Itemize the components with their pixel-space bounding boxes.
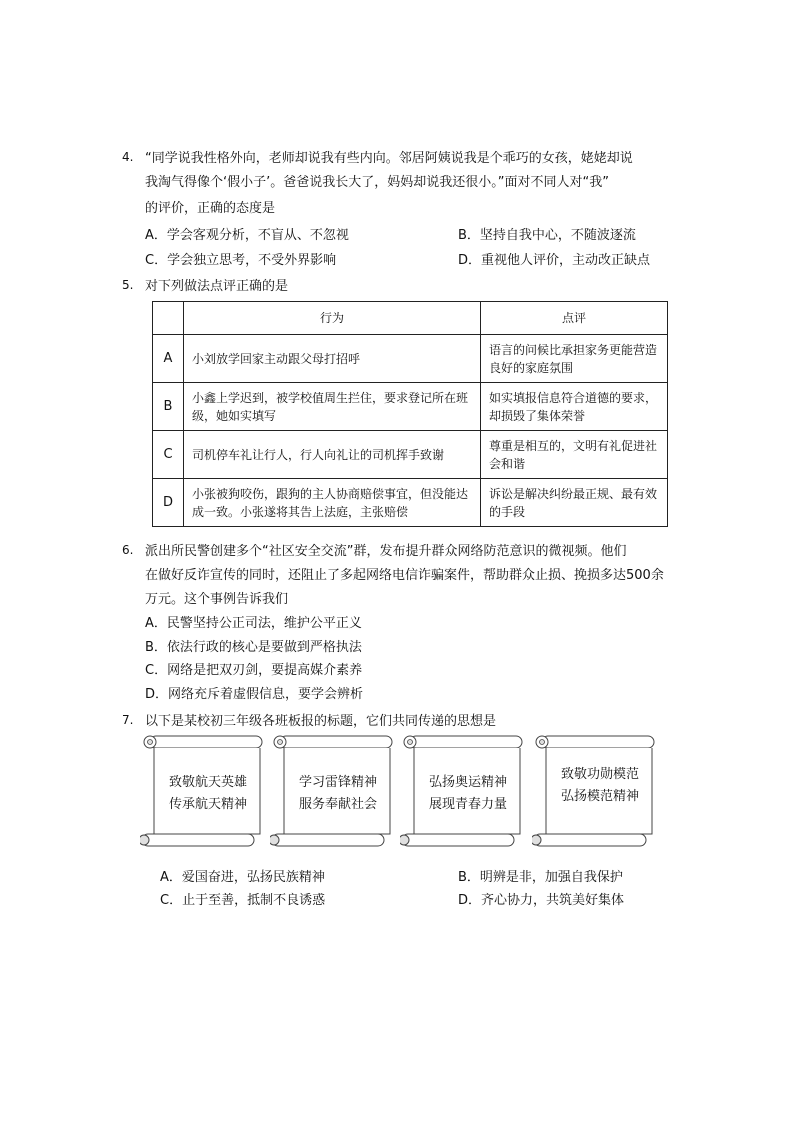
- question-stem-line-1: 派出所民警创建多个“社区安全交流”群，发布提升群众网络防范意识的微视频。他们: [145, 544, 627, 559]
- scroll-banner-3: [400, 734, 526, 848]
- question-number: 4.: [122, 150, 134, 164]
- row-action: 小刘放学回家主动跟父母打招呼: [184, 335, 481, 383]
- scroll-line-1: 弘扬奥运精神: [428, 775, 507, 790]
- scroll-line-1: 致敬功勋模范: [560, 767, 639, 782]
- table-header-action: 行为: [184, 302, 481, 335]
- table-row: [153, 431, 668, 479]
- row-label: D: [153, 479, 184, 527]
- row-label: B: [153, 383, 184, 431]
- option-c[interactable]: C．止于至善，抵制不良诱惑: [160, 893, 326, 908]
- row-comment: 尊重是相互的，文明有礼促进社会和谐: [481, 431, 668, 479]
- row-label: C: [153, 431, 184, 479]
- evaluation-table: [152, 301, 668, 527]
- option-b[interactable]: B．依法行政的核心是要做到严格执法: [145, 640, 362, 655]
- option-c[interactable]: C．网络是把双刃剑，要提高媒介素养: [145, 663, 363, 678]
- row-comment: 诉讼是解决纠纷最正规、最有效的手段: [481, 479, 668, 527]
- table-header-comment: 点评: [481, 302, 668, 335]
- option-b[interactable]: B．坚持自我中心，不随波逐流: [458, 228, 636, 243]
- table-row: [153, 335, 668, 383]
- question-stem-line-2: 我淘气得像个‘假小子’。爸爸说我长大了，妈妈却说我还很小。”面对不同人对“我”: [145, 175, 609, 190]
- option-a[interactable]: A．民警坚持公正司法，维护公平正义: [145, 616, 362, 631]
- scroll-line-1: 致敬航天英雄: [168, 775, 247, 790]
- table-header-blank: [153, 302, 184, 335]
- question-number: 5.: [122, 278, 134, 292]
- option-d[interactable]: D．重视他人评价，主动改正缺点: [458, 253, 651, 268]
- option-d[interactable]: D．齐心协力，共筑美好集体: [458, 893, 625, 908]
- scroll-line-2: 服务奉献社会: [298, 797, 377, 812]
- row-comment: 语言的问候比承担家务更能营造良好的家庭氛围: [481, 335, 668, 383]
- row-action: 小张被狗咬伤，跟狗的主人协商赔偿事宜，但没能达成一致。小张遂将其告上法庭，主张赔偿: [184, 479, 481, 527]
- question-stem: 对下列做法点评正确的是: [145, 279, 289, 294]
- scroll-line-2: 传承航天精神: [168, 797, 247, 812]
- question-stem-line-3: 的评价，正确的态度是: [145, 201, 276, 216]
- question-stem-line-1: “同学说我性格外向，老师却说我有些内向。邻居阿姨说我是个乖巧的女孩，姥姥却说: [145, 151, 633, 166]
- option-b[interactable]: B．明辨是非，加强自我保护: [458, 870, 623, 885]
- scroll-banner-4: [532, 734, 658, 848]
- scroll-line-2: 弘扬模范精神: [560, 789, 639, 804]
- row-label: A: [153, 335, 184, 383]
- row-action: 司机停车礼让行人，行人向礼让的司机挥手致谢: [184, 431, 481, 479]
- question-stem-line-3: 万元。这个事例告诉我们: [145, 592, 289, 607]
- option-a[interactable]: A．爱国奋进，弘扬民族精神: [160, 870, 325, 885]
- table-row: [153, 479, 668, 527]
- scroll-line-2: 展现青春力量: [428, 797, 507, 812]
- row-comment: 如实填报信息符合道德的要求，却损毁了集体荣誉: [481, 383, 668, 431]
- scroll-banner-1: [140, 734, 266, 848]
- question-stem-line-2: 在做好反诈宣传的同时，还阻止了多起网络电信诈骗案件，帮助群众止损、挽损多达500余: [145, 568, 664, 583]
- scroll-banner-2: [270, 734, 396, 848]
- option-a[interactable]: A．学会客观分析，不盲从、不忽视: [145, 228, 349, 243]
- row-action: 小鑫上学迟到，被学校值周生拦住，要求登记所在班级，她如实填写: [184, 383, 481, 431]
- question-number: 6.: [122, 543, 134, 557]
- question-number: 7.: [122, 713, 134, 727]
- question-stem: 以下是某校初三年级各班板报的标题，它们共同传递的思想是: [145, 714, 497, 729]
- table-row: [153, 383, 668, 431]
- scroll-line-1: 学习雷锋精神: [298, 775, 377, 790]
- option-d[interactable]: D．网络充斥着虚假信息，要学会辨析: [145, 687, 364, 702]
- option-c[interactable]: C．学会独立思考，不受外界影响: [145, 253, 337, 268]
